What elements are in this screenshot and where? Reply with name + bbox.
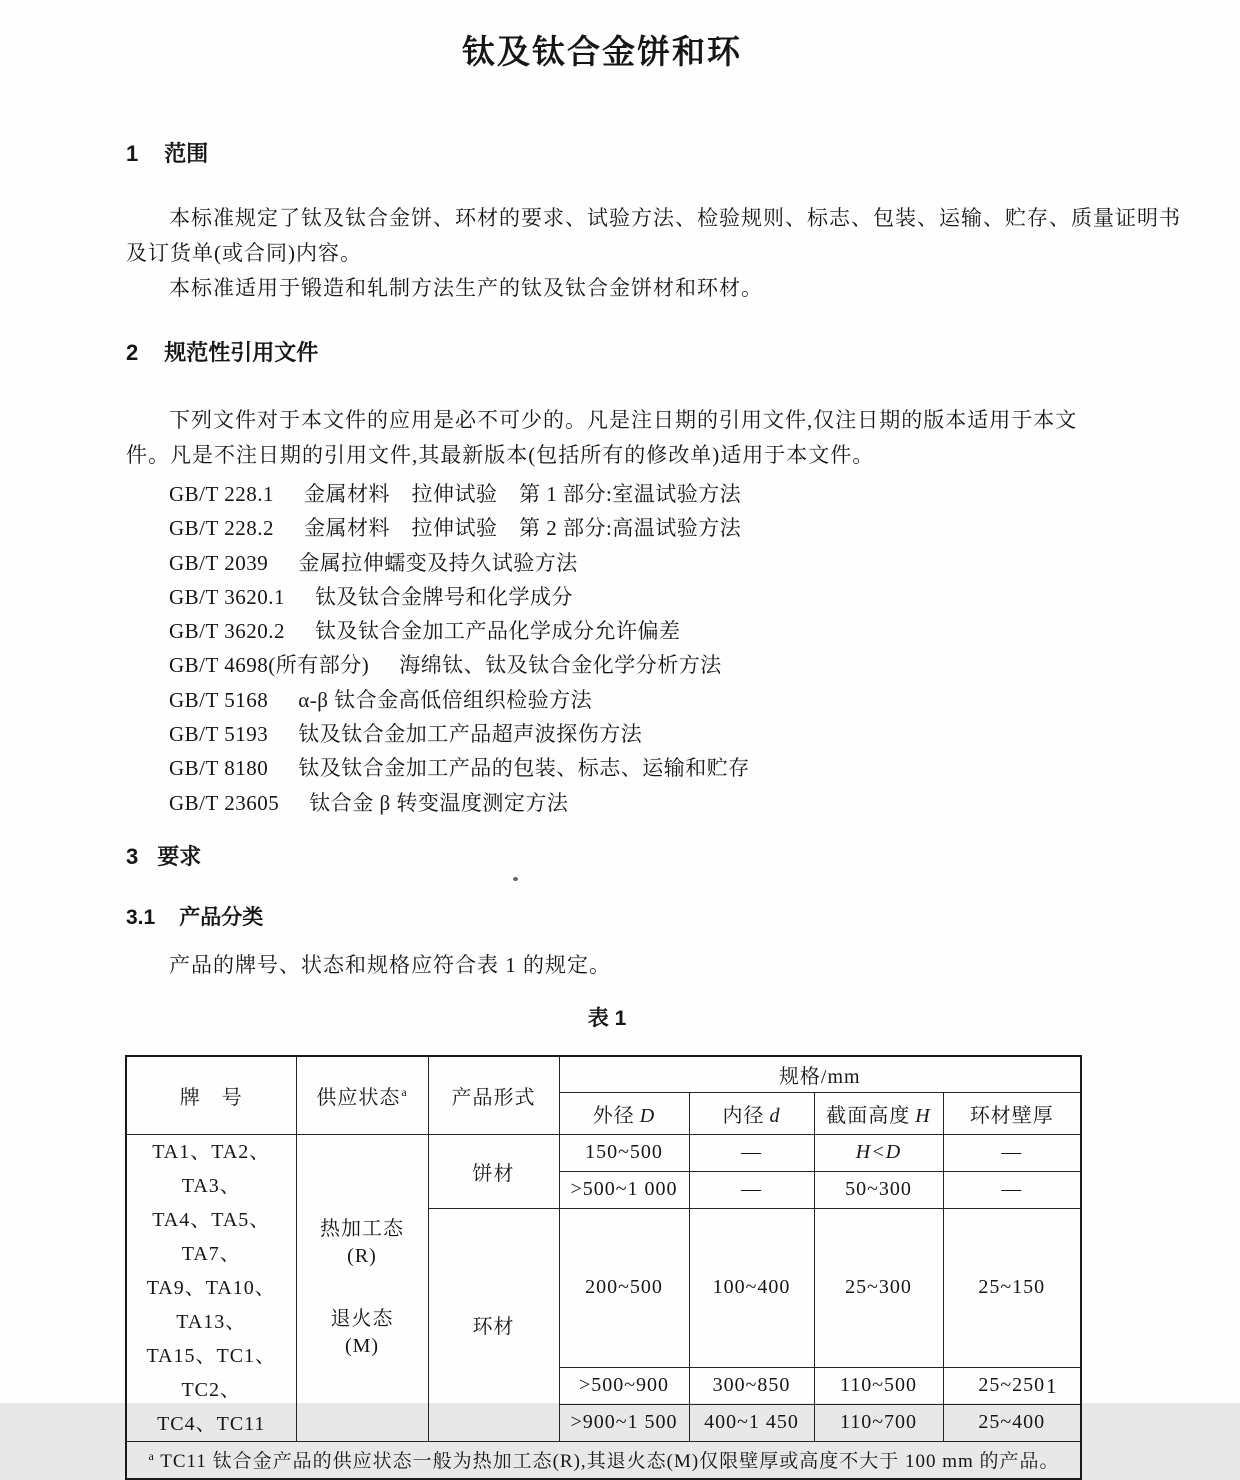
reference-item xyxy=(126,717,750,751)
footnote-mark: a xyxy=(148,1448,155,1463)
header-brand-cell: 牌 号 xyxy=(126,1056,296,1134)
reference-title: 钛及钛合金加工产品化学成分允许偏差 xyxy=(314,619,681,644)
column-variable: H xyxy=(915,1104,931,1127)
reference-item xyxy=(126,511,750,545)
table-1-caption: 表 1 xyxy=(587,1007,627,1030)
column-label: 环材壁厚 xyxy=(969,1104,1054,1127)
header-inner-diameter-cell xyxy=(689,1092,814,1134)
section-number: 2 xyxy=(126,340,139,365)
section-3-1-heading xyxy=(126,904,263,932)
table-cell: — xyxy=(943,1134,1081,1171)
state-name: 热加工态 xyxy=(320,1217,404,1240)
reference-item xyxy=(126,751,750,785)
table-cell: 25~300 xyxy=(814,1208,943,1367)
brand-line: TA9、TA10、TA13、 xyxy=(146,1276,276,1333)
normative-references-list xyxy=(126,477,750,820)
table-footnote xyxy=(126,1441,1081,1479)
reference-code: GB/T 228.1 xyxy=(169,482,274,506)
header-supply-state-label: 供应状态 xyxy=(316,1086,401,1109)
state-name: 退火态 xyxy=(330,1307,394,1330)
column-label: 外径 xyxy=(592,1104,635,1127)
table-cell: 100~400 xyxy=(689,1208,814,1367)
reference-title: 钛及钛合金加工产品的包装、标志、运输和贮存 xyxy=(298,756,750,781)
section-2-heading xyxy=(126,339,318,367)
reference-item xyxy=(126,580,750,614)
brand-line: TA15、TC1、TC2、 xyxy=(146,1344,277,1401)
section-number: 3.1 xyxy=(126,906,156,929)
scan-artifact-dot xyxy=(513,877,518,881)
table-cell: 110~700 xyxy=(814,1404,943,1441)
reference-code: GB/T 23605 xyxy=(169,790,280,815)
header-supply-state-cell xyxy=(296,1056,428,1134)
section-title: 要求 xyxy=(157,844,202,869)
table-1 xyxy=(125,1055,1082,1480)
table-cell: >900~1 500 xyxy=(559,1404,689,1441)
table-cell: — xyxy=(689,1134,814,1171)
product-form-cake-cell: 饼材 xyxy=(428,1134,559,1208)
section-number: 3 xyxy=(126,844,139,869)
document-title: 钛及钛合金饼和环 xyxy=(462,33,742,70)
supply-state-annealed xyxy=(297,1306,428,1360)
reference-code: GB/T 5193 xyxy=(169,722,269,747)
reference-code: GB/T 8180 xyxy=(169,756,269,781)
table-cell: 300~850 xyxy=(689,1367,814,1404)
table-cell: >500~900 xyxy=(559,1367,689,1404)
reference-item xyxy=(126,683,750,717)
scope-paragraph-line-2: 及订货单(或合同)内容。 xyxy=(126,241,362,265)
brand-line: TA1、TA2、TA3、 xyxy=(152,1140,271,1197)
reference-item xyxy=(126,546,750,580)
reference-code: GB/T 3620.1 xyxy=(169,584,285,609)
supply-state-cell xyxy=(296,1134,428,1441)
reference-code: GB/T 3620.2 xyxy=(169,619,285,644)
section-title: 规范性引用文件 xyxy=(164,340,319,365)
table-cell: 400~1 450 xyxy=(689,1404,814,1441)
table-cell: — xyxy=(943,1171,1081,1208)
table-cell: 25~250 xyxy=(943,1367,1081,1404)
references-intro-line-1: 下列文件对于本文件的应用是必不可少的。凡是注日期的引用文件,仅注日期的版本适用于本文 xyxy=(169,408,1078,432)
header-ring-wall-cell xyxy=(943,1092,1081,1134)
reference-item xyxy=(126,786,750,820)
section-3-heading xyxy=(126,843,201,871)
references-intro-line-2: 件。凡是不注日期的引用文件,其最新版本(包括所有的修改单)适用于本文件。 xyxy=(126,443,875,467)
header-outer-diameter-cell xyxy=(559,1092,689,1134)
column-label: 内径 xyxy=(722,1104,765,1127)
table-cell: 25~400 xyxy=(943,1404,1081,1441)
reference-title: α-β 钛合金高低倍组织检验方法 xyxy=(298,687,593,712)
reference-title: 钛及钛合金加工产品超声波探伤方法 xyxy=(298,722,643,747)
reference-code: GB/T 5168 xyxy=(169,687,269,712)
section-1-heading xyxy=(126,140,208,168)
table-cell: — xyxy=(689,1171,814,1208)
reference-title: 钛及钛合金牌号和化学成分 xyxy=(314,584,573,609)
reference-code: GB/T 2039 xyxy=(169,550,269,575)
supply-state-hot-worked xyxy=(297,1216,428,1270)
reference-item xyxy=(126,648,750,682)
header-section-height-cell xyxy=(814,1092,943,1134)
brand-line: TC4、TC11 xyxy=(157,1412,266,1435)
brand-grades-cell xyxy=(126,1134,296,1441)
table-cell: 50~300 xyxy=(814,1171,943,1208)
product-form-ring-cell: 环材 xyxy=(428,1208,559,1441)
footnote-reference-mark: a xyxy=(401,1085,408,1100)
state-code: (R) xyxy=(347,1244,377,1267)
column-variable: D xyxy=(639,1104,656,1127)
reference-title: 金属材料 拉伸试验 第 1 部分:室温试验方法 xyxy=(303,482,742,506)
header-spec-cell: 规格/mm xyxy=(559,1056,1081,1092)
scope-paragraph-2: 本标准适用于锻造和轧制方法生产的钛及钛合金饼材和环材。 xyxy=(169,276,763,300)
section-title: 产品分类 xyxy=(179,906,264,929)
table-cell: >500~1 000 xyxy=(559,1171,689,1208)
classification-paragraph: 产品的牌号、状态和规格应符合表 1 的规定。 xyxy=(169,953,611,977)
column-variable: d xyxy=(769,1104,781,1127)
reference-item xyxy=(126,477,750,511)
table-cell: H<D xyxy=(814,1134,943,1171)
section-title: 范围 xyxy=(164,141,209,166)
reference-code: GB/T 228.2 xyxy=(169,516,274,541)
reference-code: GB/T 4698(所有部分) xyxy=(169,653,370,678)
header-product-form-cell: 产品形式 xyxy=(428,1056,559,1134)
reference-title: 金属拉伸蠕变及持久试验方法 xyxy=(298,550,578,575)
table-cell: 150~500 xyxy=(559,1134,689,1171)
table-cell: 200~500 xyxy=(559,1208,689,1367)
reference-title: 钛合金 β 转变温度测定方法 xyxy=(309,790,569,815)
column-label: 截面高度 xyxy=(826,1104,911,1127)
brand-line: TA4、TA5、TA7、 xyxy=(152,1208,271,1265)
reference-title: 金属材料 拉伸试验 第 2 部分:高温试验方法 xyxy=(303,516,742,541)
reference-title: 海绵钛、钛及钛合金化学分析方法 xyxy=(399,653,722,678)
page-number: 1 xyxy=(1046,1374,1057,1398)
reference-item xyxy=(126,614,750,648)
footnote-text: TC11 钛合金产品的供应状态一般为热加工态(R),其退火态(M)仅限壁厚或高度不大于 100 mm 的产品。 xyxy=(160,1451,1060,1473)
table-cell: 110~500 xyxy=(814,1367,943,1404)
table-cell: 25~150 xyxy=(943,1208,1081,1367)
section-number: 1 xyxy=(126,141,139,166)
scope-paragraph-line-1: 本标准规定了钛及钛合金饼、环材的要求、试验方法、检验规则、标志、包装、运输、贮存、质量证明书 xyxy=(169,206,1181,230)
state-code: (M) xyxy=(344,1334,380,1357)
